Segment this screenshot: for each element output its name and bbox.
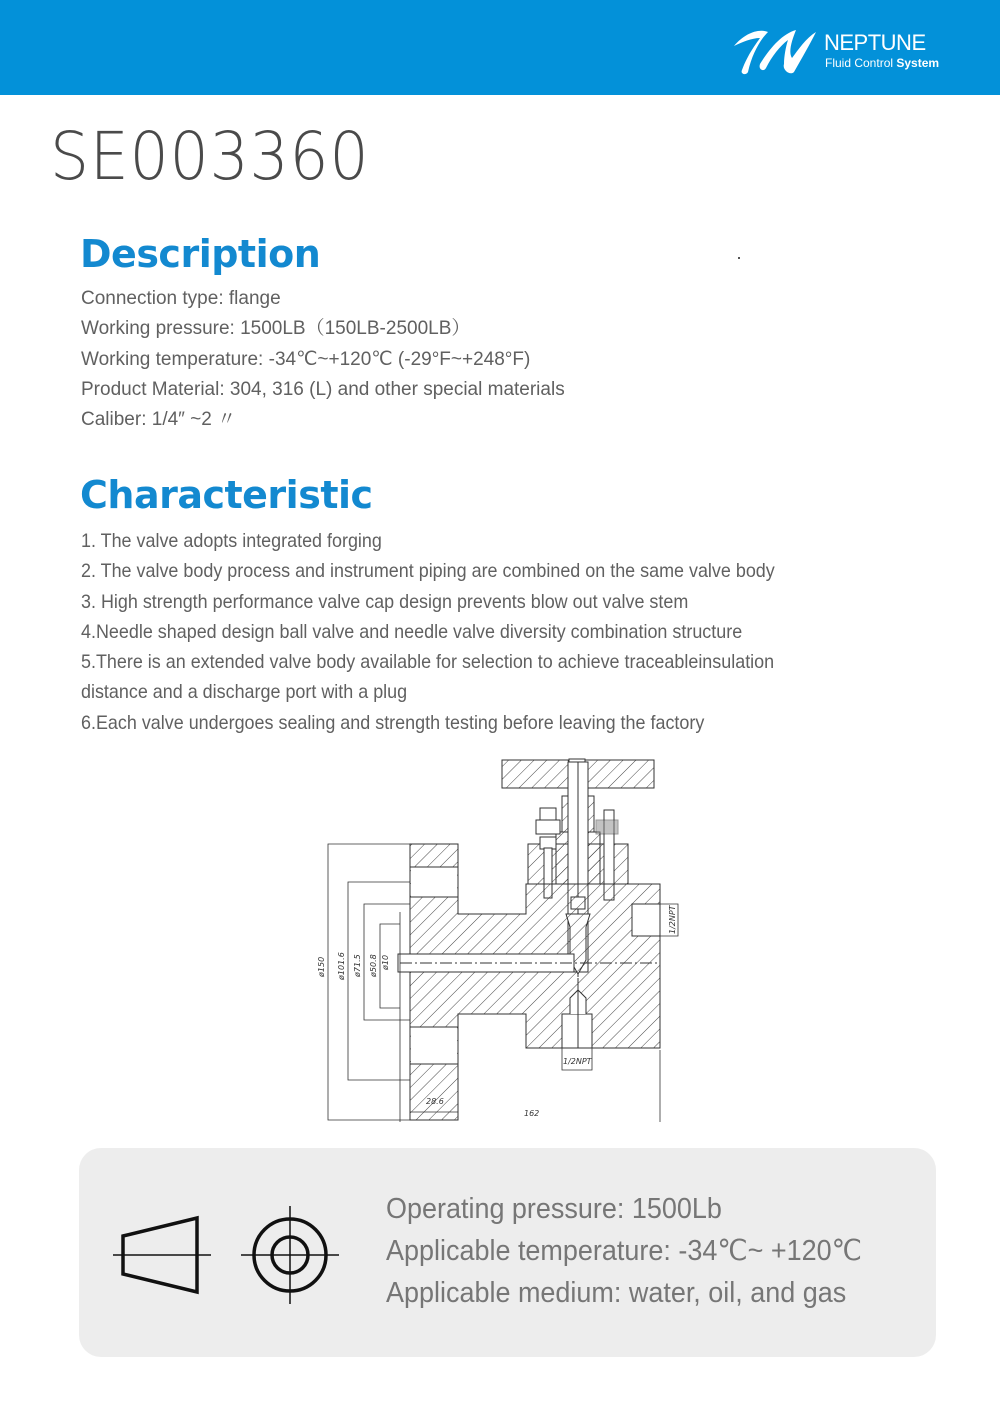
characteristic-item: 4.Needle shaped design ball valve and needle valve diversity combination structure	[81, 620, 743, 643]
dim-d10: ø10	[381, 954, 390, 970]
dim-d101-6: ø101.6	[337, 952, 346, 980]
dim-side-port: 1/2NPT	[668, 905, 677, 934]
description-item: Caliber: 1/4″ ~2 〃	[81, 409, 237, 431]
stray-dot	[738, 257, 740, 259]
product-code: SE003360	[50, 118, 370, 195]
characteristic-title: Characteristic	[80, 473, 373, 517]
third-angle-projection-cone-icon	[113, 1218, 211, 1292]
description-title: Description	[80, 232, 321, 276]
valve-body	[398, 844, 660, 1120]
applicable-temperature: Applicable temperature: -34℃~ +120℃	[386, 1235, 862, 1267]
dim-d71-5: ø71.5	[353, 954, 362, 977]
dim-d50-8: ø50.8	[369, 954, 378, 977]
tagline-regular: Fluid Control	[825, 56, 897, 70]
projection-symbols	[107, 1200, 347, 1310]
description-item: Connection type: flange	[81, 288, 281, 309]
neptune-wave-logo-icon	[730, 24, 820, 76]
description-list	[81, 284, 565, 435]
characteristic-item: distance and a discharge port with a plug	[81, 681, 408, 704]
characteristic-list	[81, 526, 909, 738]
header-bar	[0, 0, 1000, 95]
applicable-medium: Applicable medium: water, oil, and gas	[386, 1277, 847, 1309]
characteristic-item: 5.There is an extended valve body available for selection to achieve traceableinsulation	[81, 651, 775, 674]
characteristic-item: 2. The valve body process and instrument piping are combined on the same valve body	[81, 560, 775, 583]
characteristic-item: 1. The valve adopts integrated forging	[81, 530, 382, 552]
spec-panel	[79, 1148, 936, 1357]
characteristic-item: 3. High strength performance valve cap design prevents blow out valve stem	[81, 590, 689, 613]
brand-name: NEPTUNE	[824, 30, 926, 55]
characteristic-item: 6.Each valve undergoes sealing and strength testing before leaving the factory	[81, 711, 705, 734]
description-item: Product Material: 304, 316 (L) and other special materials	[81, 378, 565, 400]
spec-lines	[386, 1188, 862, 1314]
dim-d150: ø150	[317, 956, 326, 977]
description-item: Working pressure: 1500LB（150LB-2500LB）	[81, 318, 471, 340]
operating-pressure: Operating pressure: 1500Lb	[386, 1193, 722, 1225]
dim-flange-thickness: 28.6	[426, 1097, 444, 1106]
tagline-bold: System	[896, 56, 940, 70]
valve-technical-drawing	[300, 752, 700, 1122]
description-item: Working temperature: -34℃~+120℃ (-29°F~+248°F)	[81, 348, 531, 370]
brand-tagline	[825, 56, 939, 70]
dim-overall-length: 162	[524, 1109, 540, 1118]
dim-bottom-port: 1/2NPT	[563, 1057, 592, 1066]
brand-logo[interactable]	[730, 24, 960, 76]
third-angle-projection-circles-icon	[241, 1206, 339, 1304]
